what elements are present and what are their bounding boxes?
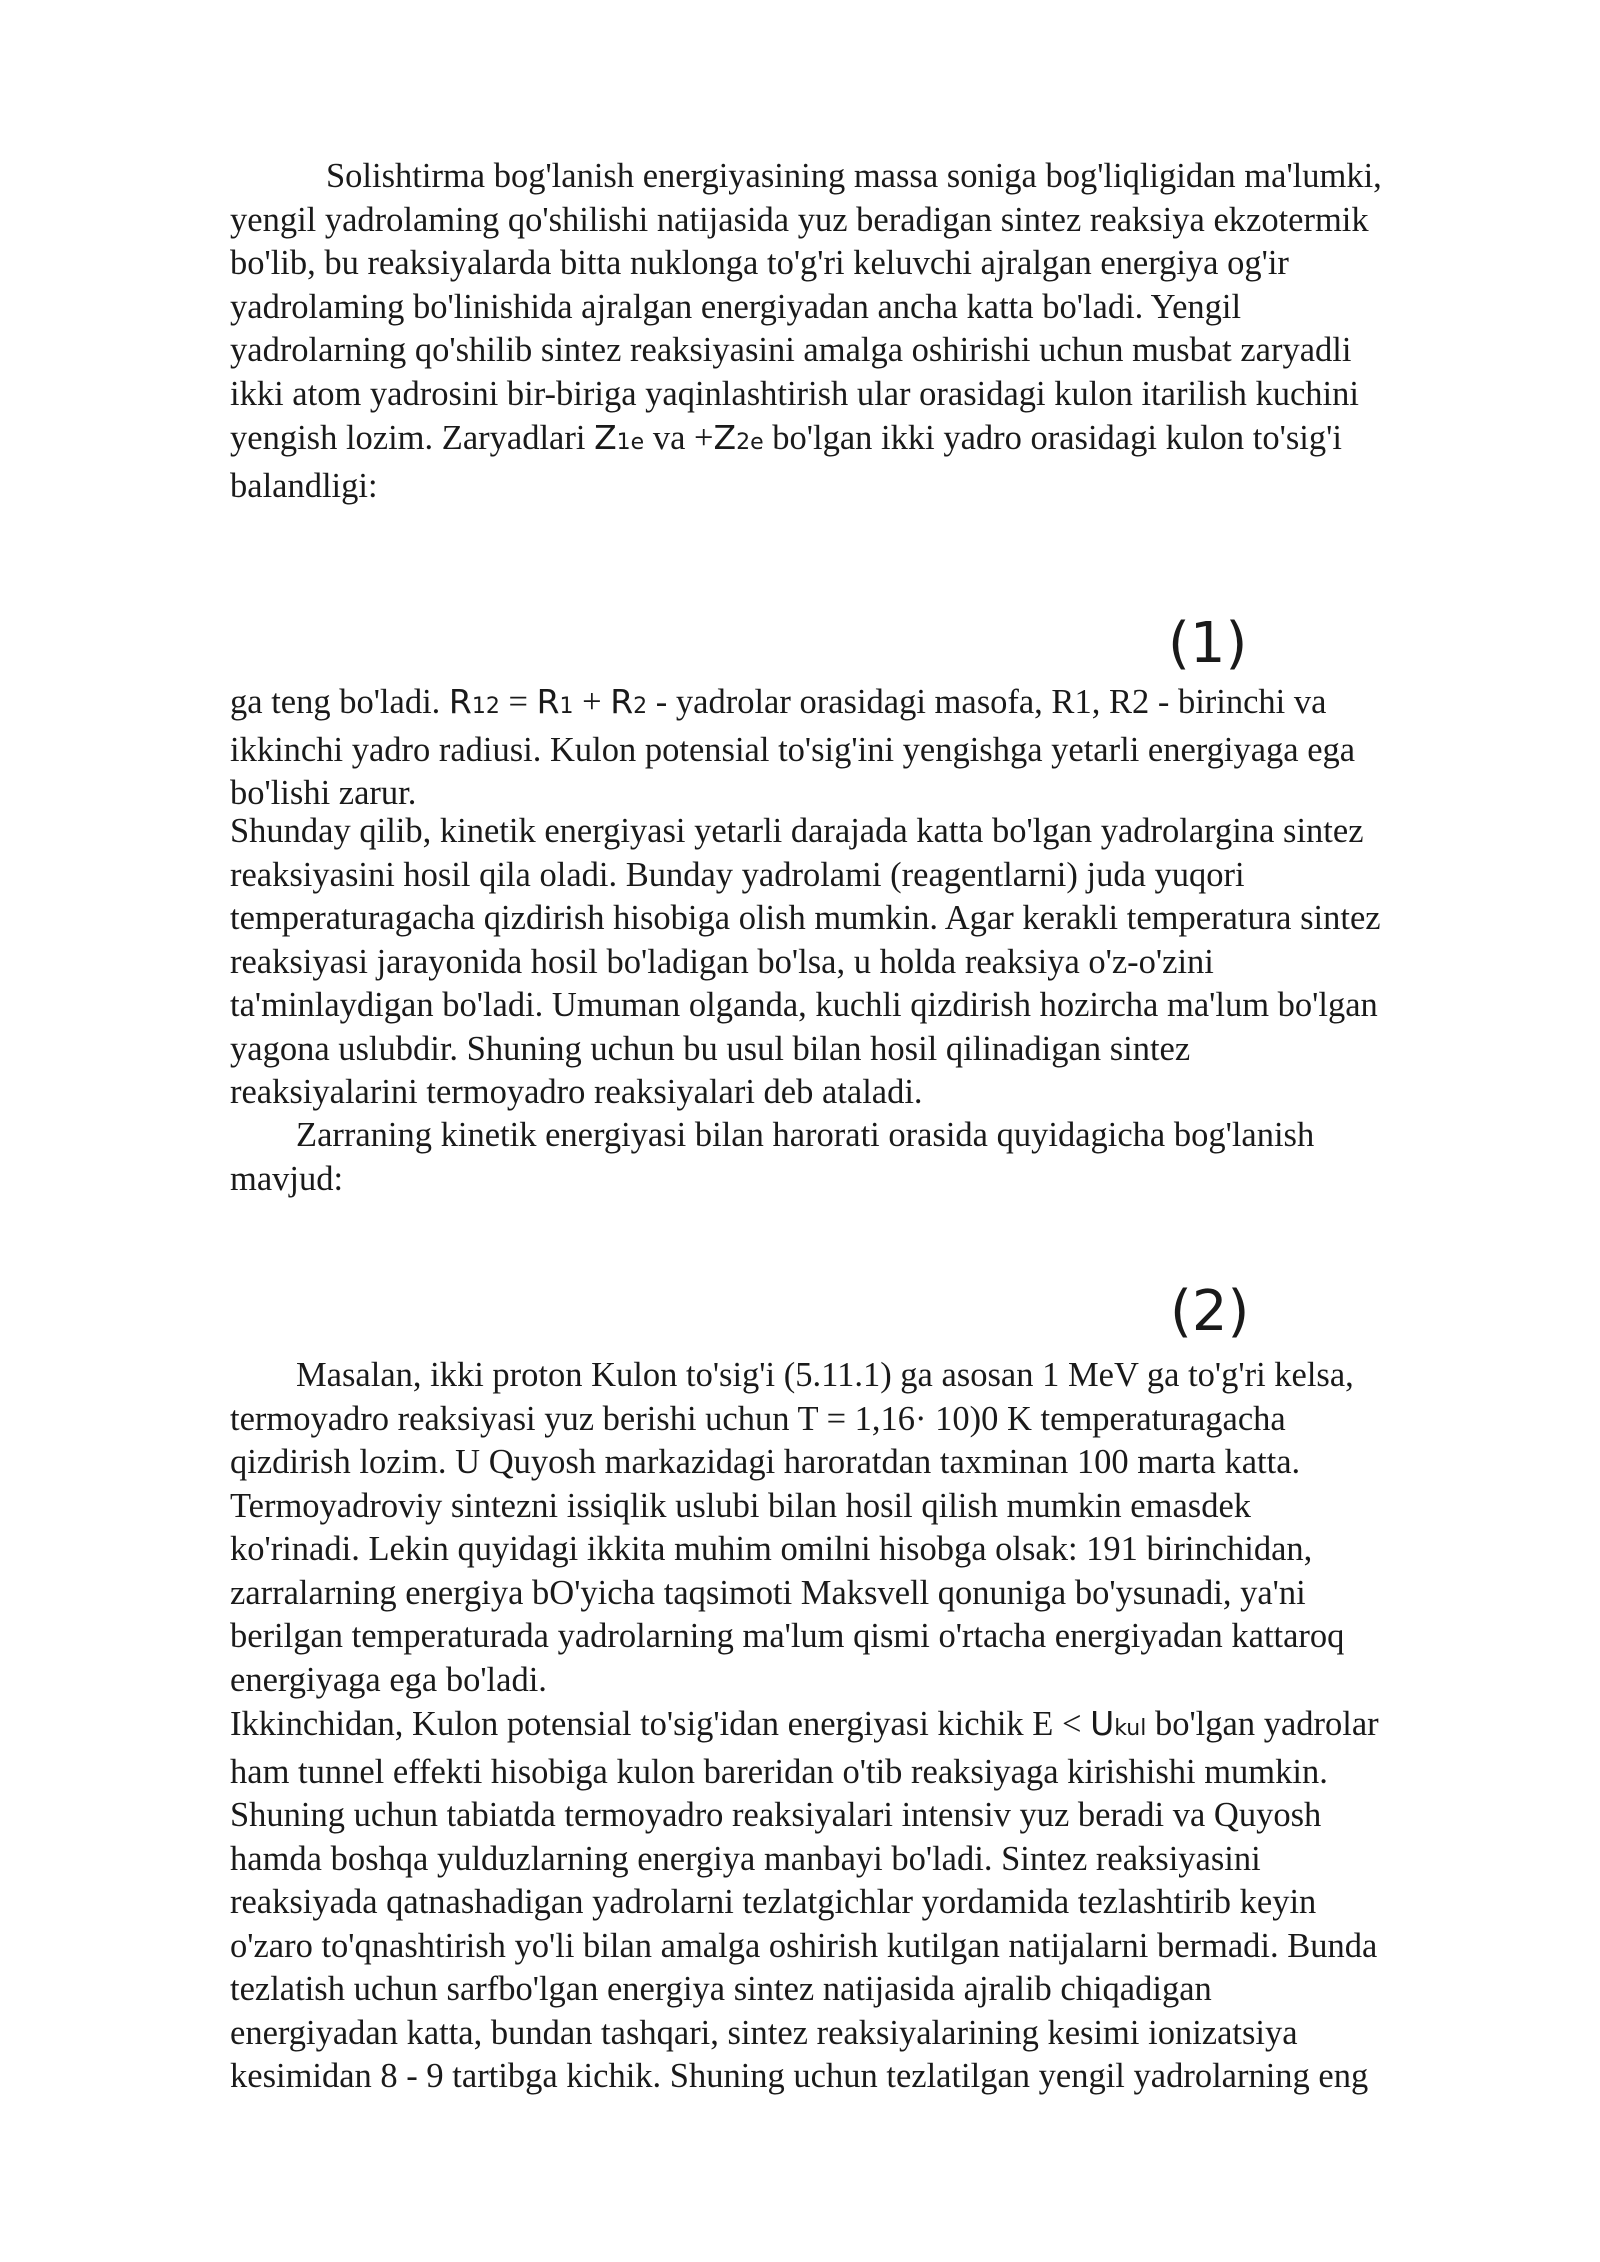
text-line: reaksiyasi jarayonida hosil bo'ladigan bo'lsa, u holda reaksiya o'z-o'zini bbox=[230, 942, 1214, 981]
text-line: energiyadan katta, bundan tashqari, sintez reaksiyalarining kesimi ionizatsiya bbox=[230, 2013, 1298, 2052]
text-line: ta'minlaydigan bo'ladi. Umuman olganda, kuchli qizdirish hozircha ma'lum bo'lgan bbox=[230, 986, 1378, 1024]
paragraph-6 bbox=[230, 1702, 1530, 2099]
radius-subscript: 2 bbox=[633, 694, 648, 719]
text-line: hamda boshqa yulduzlarning energiya manbayi bo'ladi. Sintez reaksiyasini bbox=[230, 1839, 1261, 1878]
text-line: mavjud: bbox=[230, 1159, 344, 1198]
paragraph-3 bbox=[230, 810, 1530, 1115]
text-line: reaksiyada qatnashadigan yadrolarni tezlatgichlar yordamida tezlashtirib keyin bbox=[230, 1883, 1317, 1921]
text-line: Shuning uchun tabiatda termoyadro reaksiyalari intensiv yuz beradi va Quyosh bbox=[230, 1796, 1322, 1834]
text-line: temperaturagacha qizdirish hisobiga olish mumkin. Agar kerakli temperatura sintez bbox=[230, 899, 1381, 937]
text-line: ikkinchi yadro radiusi. Kulon potensial to'sig'ini yengishga yetarli energiyaga ega bbox=[230, 730, 1356, 769]
radius-subscript: 12 bbox=[471, 694, 500, 719]
radius-subscript: 1 bbox=[559, 694, 574, 719]
text-line: Zarraning kinetik energiyasi bilan harorati orasida quyidagicha bog'lanish bbox=[296, 1116, 1315, 1154]
text-line: termoyadro reaksiyasi yuz berishi uchun T = 1,16· 10)0 K temperaturagacha bbox=[230, 1399, 1286, 1438]
text-line: ham tunnel effekti hisobiga kulon bareridan o'tib reaksiyaga kirishishi mumkin. bbox=[230, 1752, 1328, 1791]
text-line: bo'lishi zarur. bbox=[230, 774, 417, 812]
equation-number-2: (2) bbox=[1170, 1279, 1250, 1344]
radius-symbol: R bbox=[536, 682, 560, 721]
text-line: reaksiyalarini termoyadro reaksiyalari deb ataladi. bbox=[230, 1073, 923, 1111]
text-line: energiyaga ega bo'ladi. bbox=[230, 1660, 547, 1699]
radius-symbol: R bbox=[610, 682, 634, 721]
text-line: bo'lib, bu reaksiyalarda bitta nuklonga to'g'ri keluvchi ajralgan energiya og'ir bbox=[230, 244, 1289, 282]
text-line-with-potential: Ikkinchidan, Kulon potensial to'sig'idan energiyasi kichik E < Ukul bo'lgan yadrolar bbox=[230, 1704, 1379, 1743]
text-line: kesimidan 8 - 9 tartibga kichik. Shuning uchun tezlatilgan yengil yadrolarning eng bbox=[230, 2057, 1369, 2095]
radius-symbol: R bbox=[448, 682, 472, 721]
text-line: yengil yadrolaming qo'shilishi natijasida yuz beradigan sintez reaksiya ekzotermik bbox=[230, 200, 1369, 239]
charge-symbol: Z bbox=[594, 418, 617, 457]
text-line: tezlatish uchun sarfbo'lgan energiya sintez natijasida ajralib chiqadigan bbox=[230, 1970, 1212, 2008]
text-line: yagona uslubdir. Shuning uchun bu usul bilan hosil qilinadigan sintez bbox=[230, 1029, 1191, 1068]
text-line: qizdirish lozim. U Quyosh markazidagi haroratdan taxminan 100 marta katta. bbox=[230, 1443, 1301, 1481]
charge-symbol: Z bbox=[713, 418, 737, 457]
text-line: berilgan temperaturada yadrolarning ma'lum qismi o'rtacha energiyadan kattaroq bbox=[230, 1617, 1345, 1655]
text-line: Termoyadroviy sintezni issiqlik uslubi bilan hosil qilish mumkin emasdek bbox=[230, 1486, 1252, 1525]
text-line: Masalan, ikki proton Kulon to'sig'i (5.11.1) ga asosan 1 MeV ga to'g'ri kelsa, bbox=[296, 1356, 1354, 1394]
equation-number-1: (1) bbox=[1168, 611, 1248, 676]
text-line-with-charges: yengish lozim. Zaryadlari Z1e va +Z2e bo'lgan ikki yadro orasidagi kulon to'sig'i bbox=[230, 418, 1342, 457]
text-line: yadrolaming bo'linishida ajralgan energiyadan ancha katta bo'ladi. Yengil bbox=[230, 287, 1242, 326]
potential-symbol: U bbox=[1090, 1704, 1115, 1743]
paragraph-5 bbox=[230, 1354, 1530, 1702]
text-line: yadrolarning qo'shilib sintez reaksiyasini amalga oshirishi uchun musbat zaryadli bbox=[230, 331, 1352, 369]
text-line: Solishtirma bog'lanish energiyasining massa soniga bog'liqligidan ma'lumki, bbox=[326, 157, 1382, 195]
text-line: ikki atom yadrosini bir-biriga yaqinlashtirish ular orasidagi kulon itarilish kuchini bbox=[230, 374, 1359, 413]
charge-subscript: 1e bbox=[616, 430, 645, 455]
text-line: balandligi: bbox=[230, 466, 378, 505]
charge-subscript: 2e bbox=[736, 430, 764, 455]
paragraph-1 bbox=[230, 155, 1530, 508]
paragraph-4 bbox=[230, 1114, 1530, 1201]
paragraph-2 bbox=[230, 680, 1530, 816]
text-line-with-radii: ga teng bo'ladi. R12 = R1 + R2 - yadrolar orasidagi masofa, R1, R2 - birinchi va bbox=[230, 682, 1327, 721]
text-line: ko'rinadi. Lekin quyidagi ikkita muhim omilni hisobga olsak: 191 birinchidan, bbox=[230, 1530, 1313, 1568]
text-line: zarralarning energiya bO'yicha taqsimoti Maksvell qonuniga bo'ysunadi, ya'ni bbox=[230, 1573, 1306, 1612]
text-line: reaksiyasini hosil qila oladi. Bunday yadrolami (reagentlarni) juda yuqori bbox=[230, 855, 1245, 894]
text-line: o'zaro to'qnashtirish yo'li bilan amalga oshirish kutilgan natijalarni bermadi. Bunda bbox=[230, 1926, 1378, 1965]
text-line: Shunday qilib, kinetik energiyasi yetarli darajada katta bo'lgan yadrolargina sintez bbox=[230, 812, 1364, 850]
potential-subscript: kul bbox=[1114, 1716, 1147, 1741]
